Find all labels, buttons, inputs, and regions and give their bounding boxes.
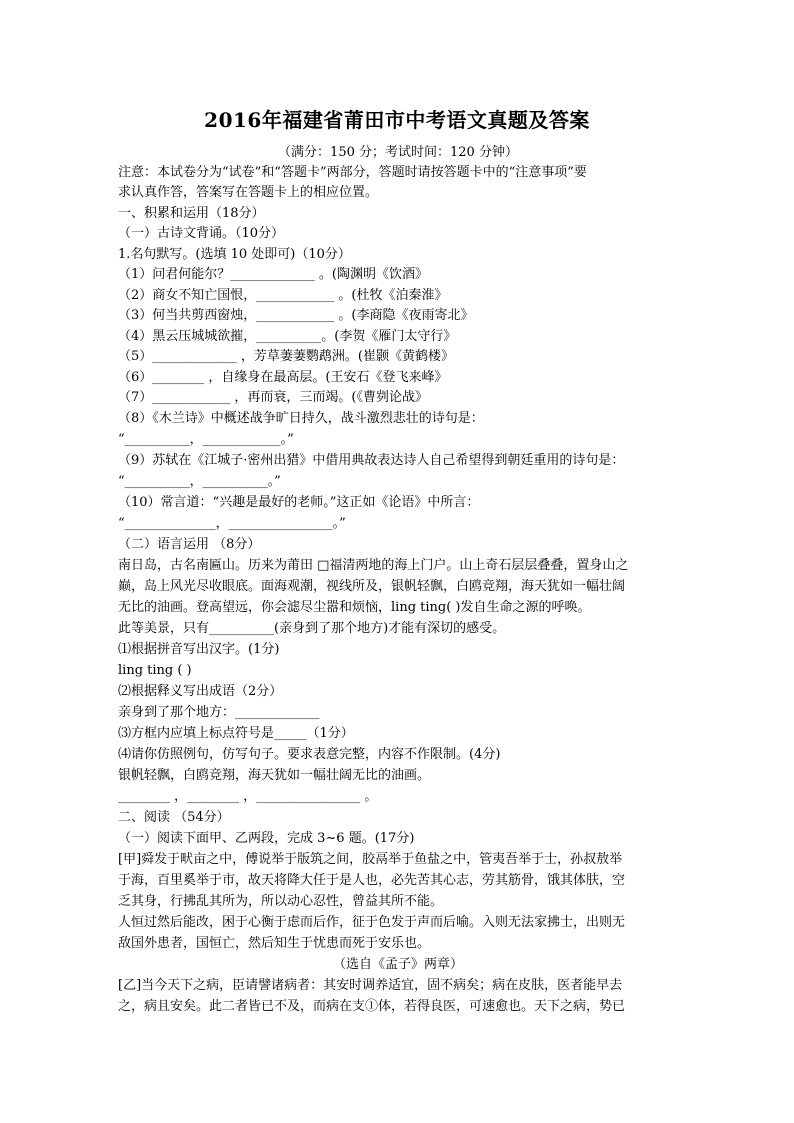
section-heading: 一、积累和运用（18分）	[118, 206, 265, 221]
question-item: （7）____________ ，再而衰，三而竭。(《曹刿论战》	[118, 390, 428, 405]
question-item: （1）问君何能尔？_____________ 。(陶渊明《饮酒》	[118, 267, 428, 282]
question-item: 亲身到了那个地方：_____________	[118, 705, 320, 720]
question-item: ling ting ( )	[118, 663, 192, 678]
passage-line: 敌国外患者，国恒亡，然后知生于忧患而死于安乐也。	[118, 936, 431, 951]
passage-line: 之，病且安矣。此二者皆已不及，而病在支①体，若得良医，可速愈也。天下之病，势已	[118, 999, 626, 1014]
subsection-heading: （二）语言运用 （8分）	[118, 537, 261, 552]
subsection-heading: （一）阅读下面甲、乙两段，完成 3~6 题。(17分)	[118, 831, 415, 846]
passage-line: 于海，百里奚举于市，故天将降大任于是人也，必先苦其心志，劳其筋骨，饿其体肤，空	[118, 873, 626, 888]
notice-line: 注意：本试卷分为“试卷”和“答题卡”两部分，答题时请按答题卡中的“注意事项”要	[118, 165, 587, 180]
question-item: （10）常言道：“兴趣是最好的老师。”这正如《论语》中所言：	[118, 495, 480, 510]
section-heading: 二、阅读 （54分）	[118, 810, 230, 825]
subsection-heading: （一）古诗文背诵。（10分）	[118, 226, 285, 241]
question-item: （9）苏轼在《江城子·密州出猎》中借用典故表达诗人自己希望得到朝廷重用的诗句是：	[118, 453, 625, 468]
question-item: （3）何当共剪西窗烛，____________ 。(李商隐《夜雨寄北》	[118, 308, 474, 323]
example-sentence: 银帆轻飘，白鸥竞翔，海天犹如一幅壮阔无比的油画。	[118, 768, 431, 783]
answer-blank: “______________，________________。”	[118, 516, 346, 531]
question-item: ⑷请你仿照例句，仿写句子。要求表意完整，内容不作限制。(4分)	[118, 747, 501, 762]
passage-line: 乏其身，行拂乱其所为，所以动心忍性，曾益其所不能。	[118, 894, 444, 909]
passage-line: 人恒过然后能改，困于心衡于虑而后作，征于色发于声而后喻。入则无法家拂士，出则无	[118, 915, 626, 930]
question-item: （2）商女不知亡国恨，____________ 。(杜牧《泊秦淮》	[118, 288, 448, 303]
question-item: （4）黑云压城城欲摧，__________。(李贺《雁门太守行》	[118, 329, 457, 344]
notice-line: 求认真作答，答案写在答题卡上的相应位置。	[118, 185, 379, 200]
answer-blank: ________ ，________ ，________________ 。	[118, 789, 378, 804]
question-item: ⑶方框内应填上标点符号是_____（1分）	[118, 726, 354, 741]
passage-line: [乙]当今天下之病，臣请譬诸病者：其安时调养适宜，固不病矣；病在皮肤，医者能早去	[118, 978, 623, 993]
question-item: （5）_____________ ，芳草萋萋鹦鹉洲。(崔颢《黄鹤楼》	[118, 349, 454, 364]
answer-blank: “__________，__________。”	[118, 474, 281, 489]
passage-line: 巅，岛上风光尽收眼底。面海观潮，视线所及，银帆轻飘，白鸥竞翔，海天犹如一幅壮阔	[118, 579, 626, 594]
answer-blank: “__________，____________。”	[118, 432, 294, 447]
passage-source: （选自《孟子》两章）	[332, 957, 463, 972]
passage-line: [甲]舜发于畎亩之中，傅说举于版筑之间，胶鬲举于鱼盐之中，管夷吾举于士，孙叔敖举	[118, 852, 623, 867]
question-item: （8）《木兰诗》中概述战争旷日持久，战斗激烈悲壮的诗句是：	[118, 411, 484, 426]
passage-line: 南日岛，古名南匾山。历来为莆田 □福清两地的海上门户。山上奇石层层叠叠，置身山之	[118, 558, 629, 573]
document-title: 2016年福建省莆田市中考语文真题及答案	[204, 108, 590, 132]
question-heading: 1.名句默写。(选填 10 处即可)（10分）	[118, 247, 351, 262]
question-item: （6）________ ，自缘身在最高层。(王安石《登飞来峰》	[118, 370, 448, 385]
exam-info: （满分：150 分；考试时间：120 分钟）	[278, 145, 518, 160]
question-item: ⑵根据释义写出成语（2分）	[118, 684, 283, 699]
passage-line: 无比的油画。登高望远，你会滤尽尘嚣和烦恼，ling ting( )发自生命之源的呼唤。	[118, 600, 591, 615]
question-item: ⑴根据拼音写出汉字。(1分)	[118, 642, 280, 657]
passage-line: 此等美景，只有__________(亲身到了那个地方)才能有深切的感受。	[118, 621, 506, 636]
